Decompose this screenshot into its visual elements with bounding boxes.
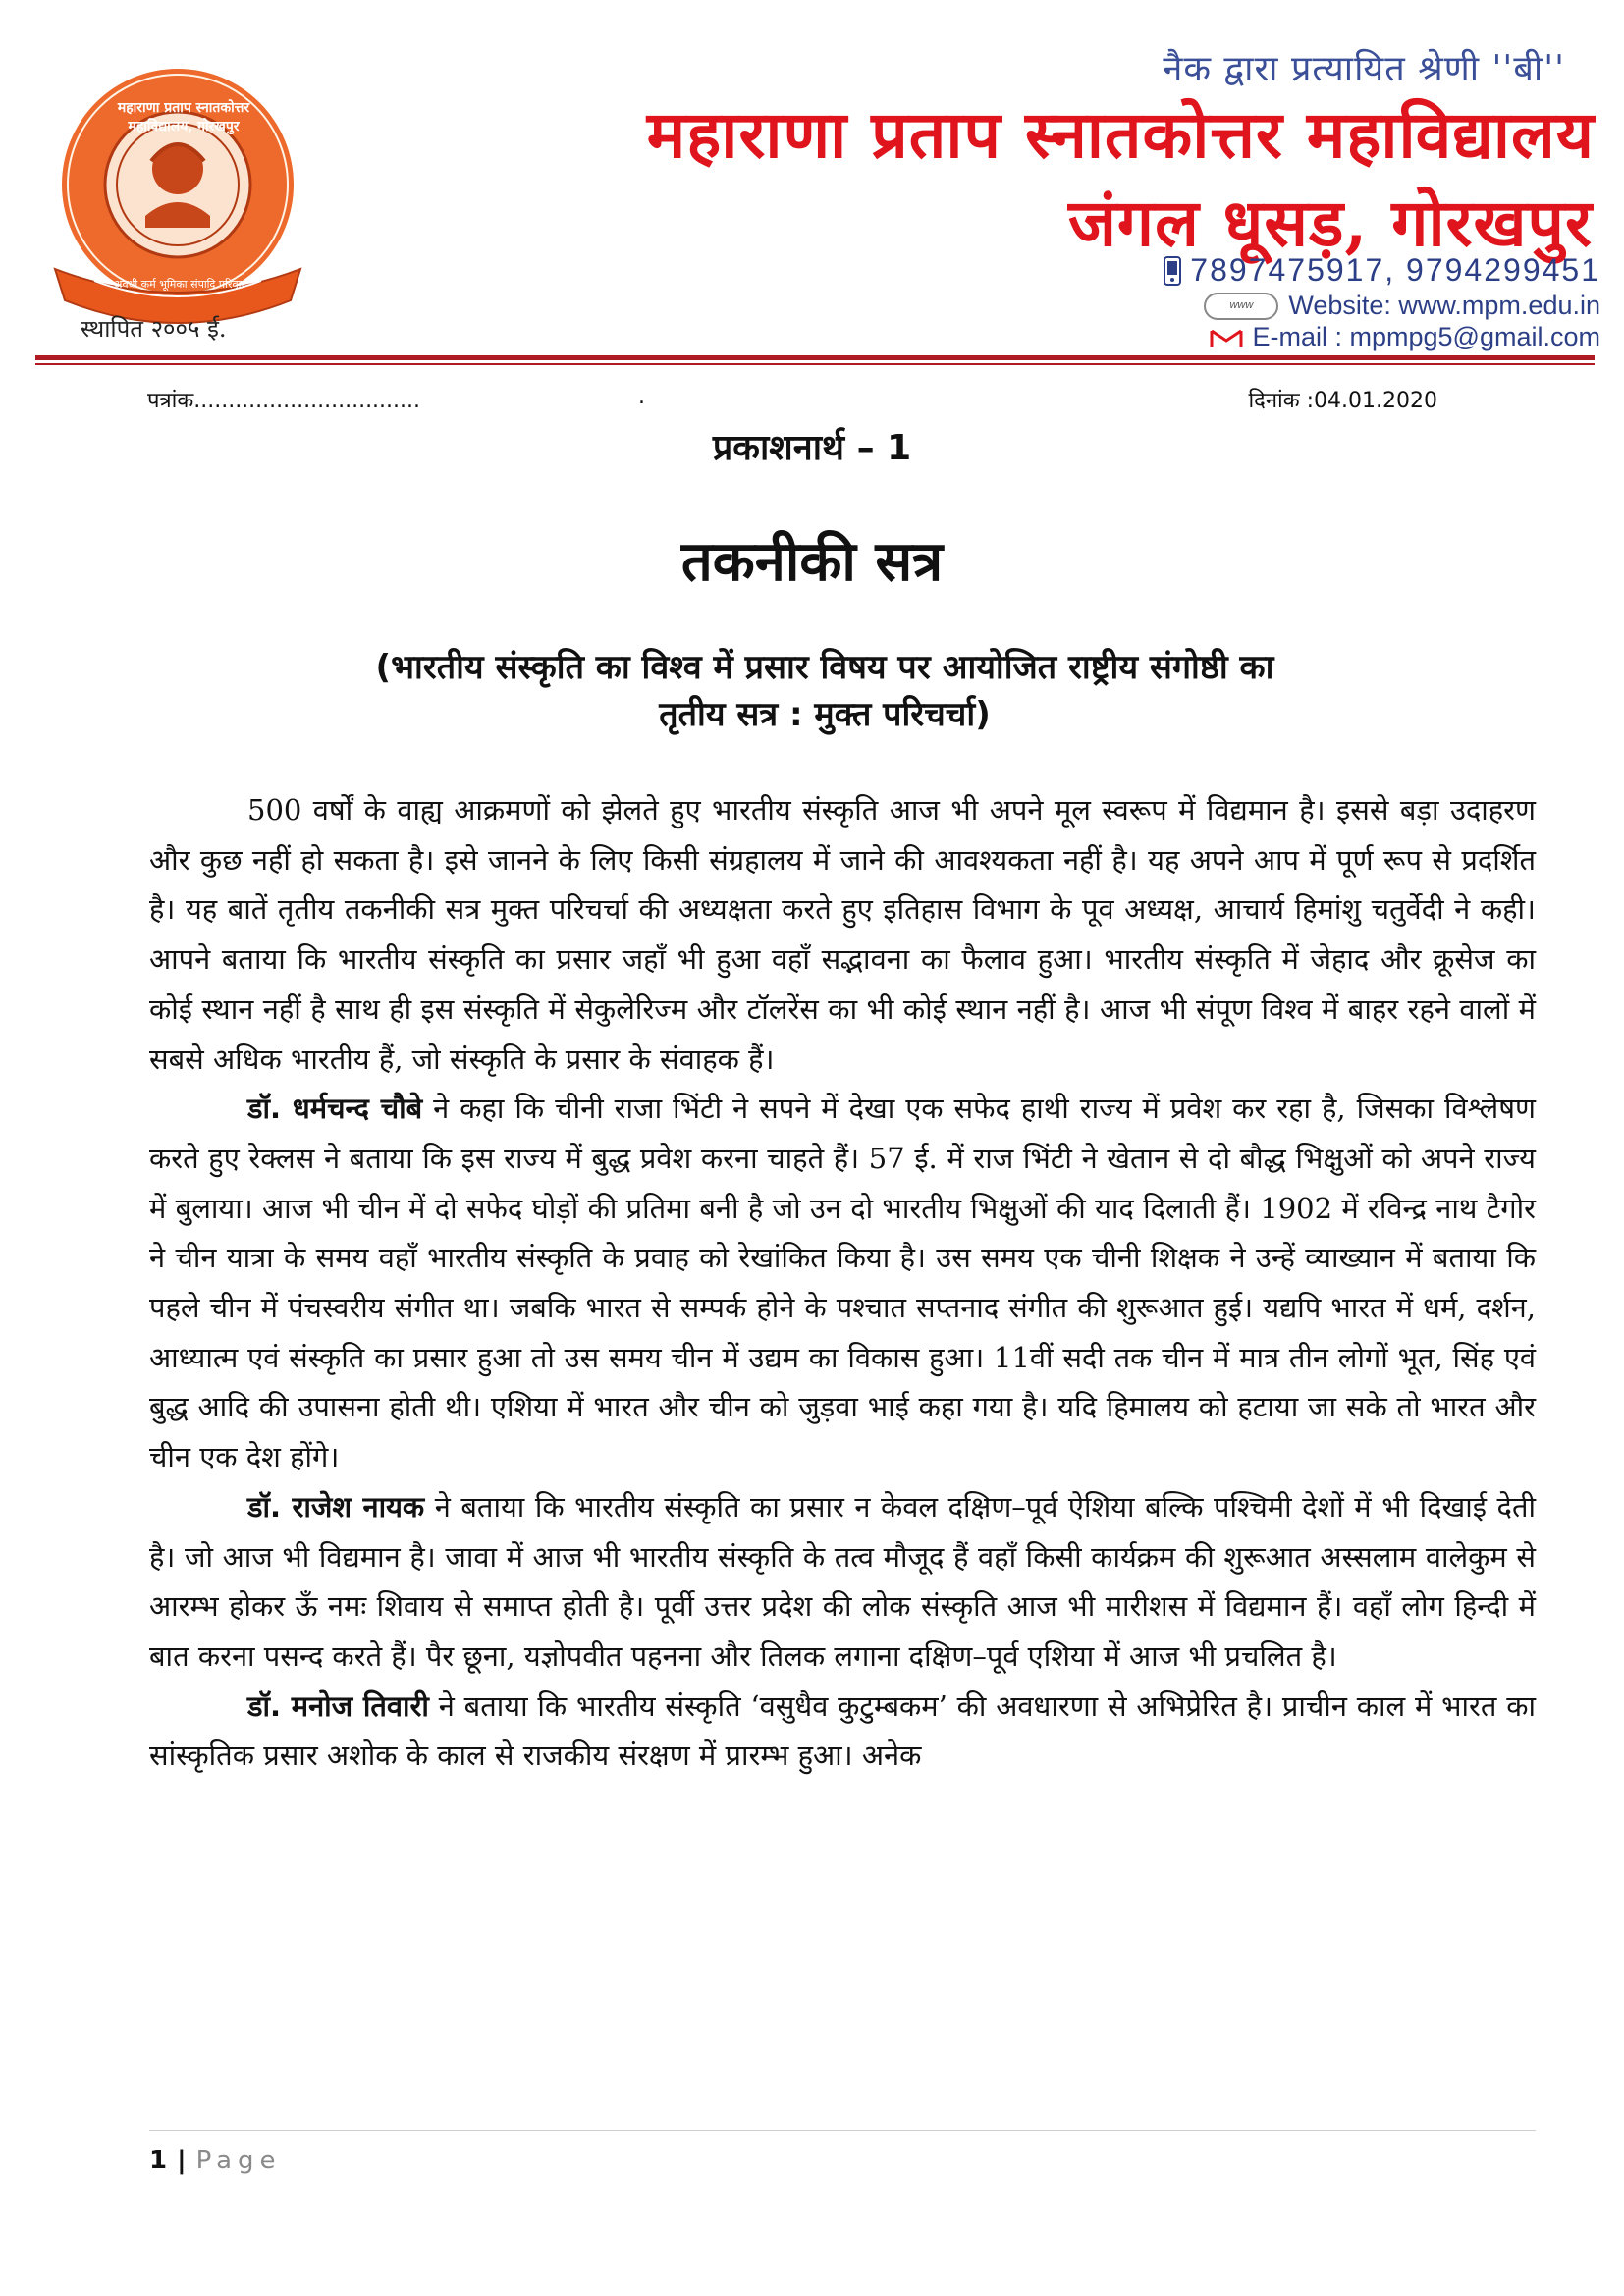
email-line bbox=[1210, 322, 1601, 352]
reference-dot: . bbox=[638, 385, 645, 409]
subtitle-line-2: तृतीय सत्र : मुक्त परिचर्चा) bbox=[659, 695, 991, 734]
email-text: E-mail : mpmpg5@gmail.com bbox=[1252, 322, 1600, 351]
paragraph-1 bbox=[149, 785, 1536, 1084]
paragraph-text: ने कहा कि चीनी राजा भिंटी ने सपने में देखा एक सफेद हाथी राज्य में प्रवेश कर रहा है, जिसका विश्लेषण करते हुए रेक्लस ने बताया कि इस राज्य में बुद्ध प्रवेश करना चाहते हैं। 57 ई. में राज भिंटी ने खेतान से दो बौद्ध भिक्षुओं को अपने राज्य में बुलाया। आज भी चीन में दो सफेद घोड़ों की प्रतिमा बनी है जो उन दो भारतीय भिक्षुओं की याद दिलाती हैं। 1902 में रविन्द्र नाथ टैगोर ने चीन यात्रा के समय वहाँ भारतीय संस्कृति के प्रवाह को रेखांकित किया है। उस समय एक चीनी शिक्षक ने उन्हें व्याख्यान में बताया कि पहले चीन में पंचस्वरीय संगीत था। जबकि भारत से सम्पर्क होने के पश्चात सप्तनाद संगीत की शुरूआत हुई। यद्यपि भारत में धर्म, दर्शन, आध्यात्म एवं संस्कृति का प्रसार हुआ तो उस समय चीन में उद्यम का विकास हुआ। 11वीं सदी तक चीन में मात्र तीन लोगों भूत, सिंह एवं बुद्ध आदि की उपासना होती थी। एशिया में भारत और चीन को जुड़वा भाई कहा गया है। यदि हिमालय को हटाया जा सके तो भारत और चीन एक देश होंगे। bbox=[149, 1092, 1536, 1474]
college-location: जंगल धूसड़, गोरखपुर bbox=[1067, 185, 1593, 261]
page-number: 1 bbox=[149, 2146, 168, 2175]
document-subtitle bbox=[245, 644, 1404, 738]
paragraph-text: ने बताया कि भारतीय संस्कृति ‘वसुधैव कुटुम्बकम’ की अवधारणा से अभिप्रेरित है। प्राचीन काल में भारत का सांस्कृतिक प्रसार अशोक के काल से राजकीय संरक्षण में प्रारम्भ हुआ। अनेक bbox=[149, 1688, 1537, 1773]
college-seal-logo bbox=[35, 59, 320, 344]
college-name: महाराणा प्रताप स्नातकोत्तर महाविद्यालय bbox=[646, 96, 1595, 173]
page-footer bbox=[149, 2146, 282, 2175]
footer-separator: | bbox=[177, 2146, 187, 2175]
speaker-name: डॉ. राजेश नायक bbox=[247, 1489, 425, 1523]
document-title: तकनीकी सत्र bbox=[680, 530, 944, 594]
speaker-name: डॉ. धर्मचन्द चौबे bbox=[247, 1092, 423, 1126]
paragraph-4 bbox=[149, 1682, 1536, 1781]
letter-number: पत्रांक................................. bbox=[147, 389, 421, 413]
seal-motto: अवधी कर्म भूमिका संपादि परिवार bbox=[114, 278, 245, 291]
mobile-phone-icon bbox=[1163, 256, 1182, 286]
footer-divider bbox=[149, 2130, 1536, 2131]
website-line bbox=[1204, 291, 1600, 321]
paragraph-text: 500 वर्षों के वाह्य आक्रमणों को झेलते हुए भारतीय संस्कृति आज भी अपने मूल स्वरूप में विद्यमान है। इससे बड़ा उदाहरण और कुछ नहीं हो सकता है। इसे जानने के लिए किसी संग्रहालय में जाने की आवश्यकता नहीं है। यह अपने आप में पूर्ण रूप से प्रदर्शित है। यह बातें तृतीय तकनीकी सत्र मुक्त परिचर्चा की अध्यक्षता करते हुए इतिहास विभाग के पूव अध्यक्ष, आचार्य हिमांशु चतुर्वेदी ने कही। आपने बताया कि भारतीय संस्कृति का प्रसार जहाँ भी हुआ वहाँ सद्भावना का फैलाव हुआ। भारतीय संस्कृति में जेहाद और क्रूसेज का कोई स्थान नहीं है साथ ही इस संस्कृति में सेकुलेरिज्म और टॉलरेंस का भी कोई स्थान नहीं है। आज भी संपूण विश्व में बाहर रहने वालों में सबसे अधिक भारतीय हैं, जो संस्कृति के प्रसार के संवाहक हैं। bbox=[149, 793, 1536, 1076]
publication-heading: प्रकाशनार्थ – 1 bbox=[712, 428, 912, 468]
paragraph-2 bbox=[149, 1084, 1536, 1482]
established-year: स्थापित २००५ ई. bbox=[81, 315, 227, 343]
speaker-name: डॉ. मनोज तिवारी bbox=[247, 1688, 429, 1723]
page-label: Page bbox=[195, 2146, 282, 2175]
paragraph-3 bbox=[149, 1482, 1536, 1682]
phone-numbers bbox=[1163, 252, 1600, 289]
letterhead-divider-thin bbox=[35, 363, 1595, 365]
paragraph-text: ने बताया कि भारतीय संस्कृति का प्रसार न केवल दक्षिण–पूर्व ऐशिया बल्कि पश्चिमी देशों में भी दिखाई देती है। जो आज भी विद्यमान है। जावा में आज भी भारतीय संस्कृति के तत्व मौजूद हैं वहाँ किसी कार्यक्रम की शुरूआत अस्सलाम वालेकुम से आरम्भ होकर ऊँ नमः शिवाय से समाप्त होती है। पूर्वी उत्तर प्रदेश की लोक संस्कृति आज भी मारीशस में विद्यमान हैं। वहाँ लोग हिन्दी में बात करना पसन्द करते हैं। पैर छूना, यज्ञोपवीत पहनना और तिलक लगाना दक्षिण–पूर्व एशिया में आज भी प्रचलित है। bbox=[149, 1489, 1536, 1673]
seal-top-text: महाराणा प्रताप स्नातकोत्तर महाविद्यालय, गोरखपुर bbox=[117, 100, 250, 134]
letter-date: दिनांक :04.01.2020 bbox=[1248, 389, 1437, 413]
phone-text: 7897475917, 9794299451 bbox=[1190, 252, 1600, 288]
naac-accreditation: नैक द्वारा प्रत्यायित श्रेणी ''बी'' bbox=[1163, 49, 1565, 89]
subtitle-line-1: (भारतीय संस्कृति का विश्व में प्रसार विषय पर आयोजित राष्ट्रीय संगोष्ठी का bbox=[375, 648, 1274, 687]
body-text bbox=[149, 785, 1536, 1781]
mail-icon bbox=[1210, 327, 1243, 348]
www-globe-icon: www bbox=[1204, 293, 1278, 320]
website-text: Website: www.mpm.edu.in bbox=[1288, 291, 1600, 320]
letterhead-divider bbox=[35, 355, 1595, 360]
